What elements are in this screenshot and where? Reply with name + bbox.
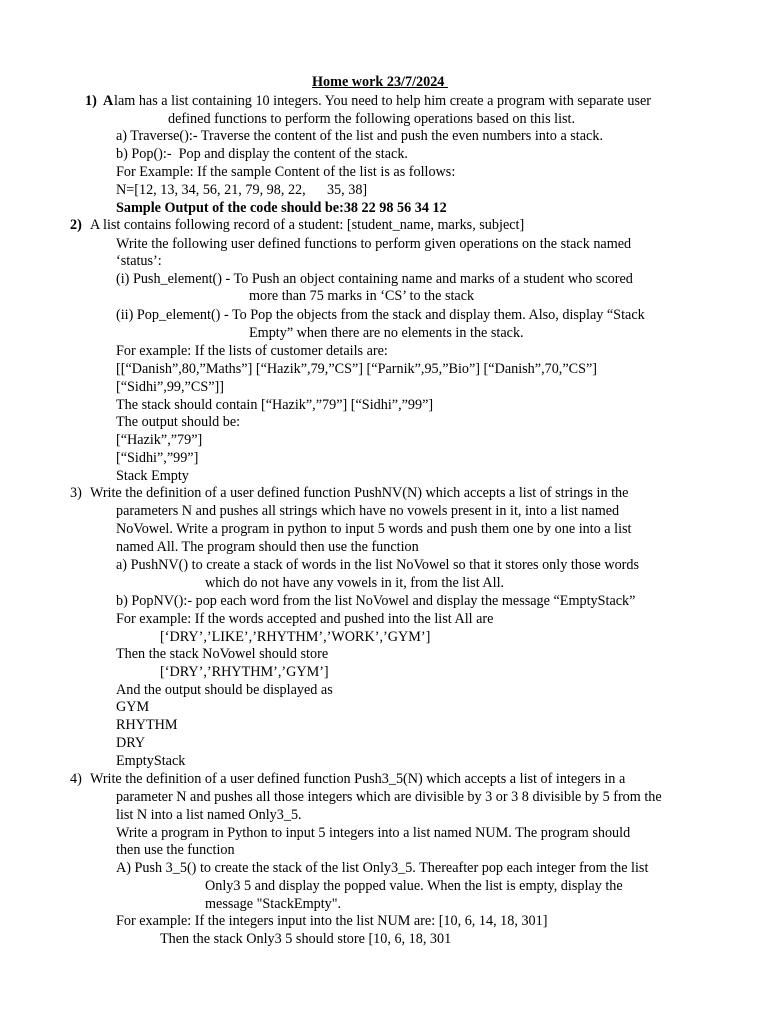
- q2-line: [“Sidhi”,”99”]: [116, 450, 199, 466]
- q3-line: b) PopNV():- pop each word from the list NoVowel and display the message “EmptyStack”: [116, 593, 636, 609]
- q3-line: parameters N and pushes all strings which have no vowels present in it, into a list named: [116, 503, 620, 519]
- q2-line: For example: If the lists of customer details are:: [116, 343, 388, 359]
- q3-line: named All. The program should then use the function: [116, 539, 419, 555]
- q4-line: Write the definition of a user defined function Push3_5(N) which accepts a list of integers in a: [90, 771, 626, 787]
- q1-line: a) Traverse():- Traverse the content of the list and push the even numbers into a stack.: [116, 128, 603, 144]
- q3-line: which do not have any vowels in it, from the list All.: [205, 575, 505, 591]
- q2-line: Stack Empty: [116, 468, 189, 484]
- q4-line: For example: If the integers input into the list NUM are: [10, 6, 14, 18, 301]: [116, 913, 548, 929]
- q2-line: (i) Push_element() - To Push an object containing name and marks of a student who scored: [116, 271, 633, 287]
- q2-line: A list contains following record of a student: [student_name, marks, subject]: [90, 217, 525, 233]
- q1-number: 1): [85, 93, 97, 109]
- q4-line: message "StackEmpty".: [205, 896, 342, 912]
- q1-line: b) Pop():- Pop and display the content of the stack.: [116, 146, 408, 162]
- q2-line: The output should be:: [116, 414, 241, 430]
- q2-line: [“Hazik”,”79”]: [116, 432, 203, 448]
- q3-line: DRY: [116, 735, 146, 751]
- q3-line: RHYTHM: [116, 717, 178, 733]
- q3-line: For example: If the words accepted and pushed into the list All are: [116, 611, 494, 627]
- q3-line: [‘DRY’,’RHYTHM’,’GYM’]: [160, 664, 329, 680]
- page-title: Home work 23/7/2024: [312, 74, 448, 90]
- q1-first-letter: A: [103, 93, 114, 109]
- q3-line: a) PushNV() to create a stack of words in the list NoVowel so that it stores only those words: [116, 557, 640, 573]
- q2-line: more than 75 marks in ‘CS’ to the stack: [249, 288, 475, 304]
- q2-line: Empty” when there are no elements in the stack.: [249, 325, 524, 341]
- q3-line: Then the stack NoVowel should store: [116, 646, 329, 662]
- q1-line: lam has a list containing 10 integers. You need to help him create a program with separate user: [114, 93, 652, 109]
- q3-line: Write the definition of a user defined function PushNV(N) which accepts a list of strings in the: [90, 485, 629, 501]
- q4-line: list N into a list named Only3_5.: [116, 807, 302, 823]
- q4-line: parameter N and pushes all those integers which are divisible by 3 or 3 8 divisible by 5 from the: [116, 789, 662, 805]
- q2-number: 2): [70, 217, 82, 233]
- q3-line: NoVowel. Write a program in python to input 5 words and push them one by one into a list: [116, 521, 632, 537]
- q3-line: GYM: [116, 699, 150, 715]
- q2-line: Write the following user defined functions to perform given operations on the stack named: [116, 236, 632, 252]
- q4-line: Only3 5 and display the popped value. When the list is empty, display the: [205, 878, 623, 894]
- q2-line: [“Sidhi”,99,”CS”]]: [116, 379, 224, 395]
- q1-line: For Example: If the sample Content of the list is as follows:: [116, 164, 456, 180]
- q1-line: defined functions to perform the following operations based on this list.: [168, 111, 576, 127]
- q2-line: The stack should contain [“Hazik”,”79”] [“Sidhi”,”99”]: [116, 397, 434, 413]
- q4-line: then use the function: [116, 842, 235, 858]
- q1-sample-output: Sample Output of the code should be:38 22 98 56 34 12: [116, 200, 447, 216]
- q3-line: And the output should be displayed as: [116, 682, 333, 698]
- q2-line: ‘status’:: [116, 253, 162, 269]
- q4-line: Write a program in Python to input 5 integers into a list named NUM. The program should: [116, 825, 631, 841]
- q2-line: [[“Danish”,80,”Maths”] [“Hazik”,79,”CS”] [“Parnik”,95,”Bio”] [“Danish”,70,”CS”]: [116, 361, 598, 377]
- q3-line: EmptyStack: [116, 753, 186, 769]
- q3-number: 3): [70, 485, 82, 501]
- q3-line: [‘DRY’,’LIKE’,’RHYTHM’,’WORK’,’GYM’]: [160, 629, 431, 645]
- q4-number: 4): [70, 771, 82, 787]
- q4-line: A) Push 3_5() to create the stack of the list Only3_5. Thereafter pop each integer from the list: [116, 860, 649, 876]
- q2-line: (ii) Pop_element() - To Pop the objects from the stack and display them. Also, display “Stack: [116, 307, 645, 323]
- q1-line: N=[12, 13, 34, 56, 21, 79, 98, 22, 35, 38]: [116, 182, 368, 198]
- q4-line: Then the stack Only3 5 should store [10, 6, 18, 301: [160, 931, 452, 947]
